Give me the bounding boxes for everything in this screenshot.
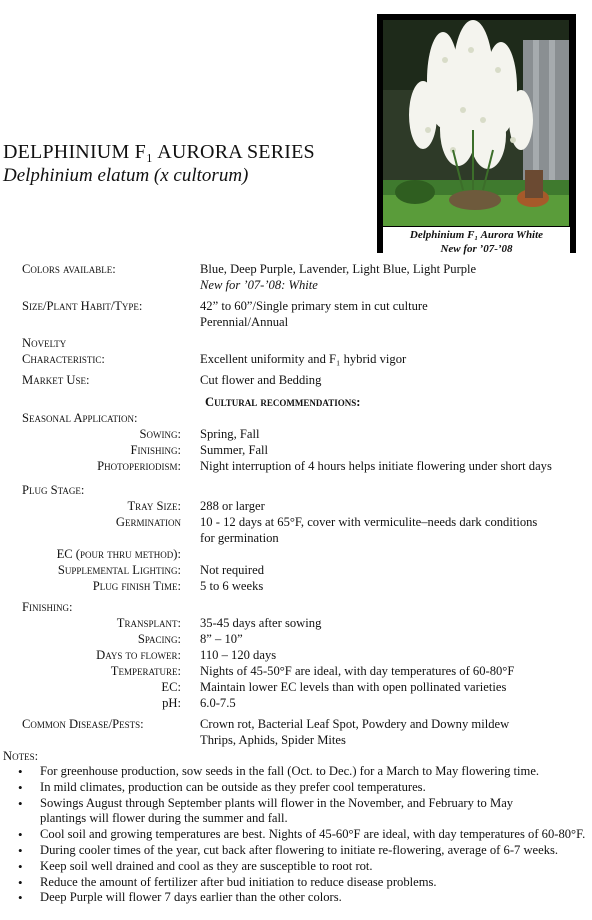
delphinium-photo	[383, 20, 569, 226]
note-item: • Reduce the amount of fertilizer after bud initiation to reduce disease problems.	[0, 875, 592, 891]
note-item: • During cooler times of the year, cut back after flowering to initiate re-flowering, average of 6-7 weeks.	[0, 843, 592, 859]
delphinium-photo-illustration	[383, 20, 569, 226]
ec-value: Maintain lower EC levels than with open pollinated varieties	[200, 680, 507, 694]
note-item: • Sowings August through September plants will flower in the November, and February to May plantings will flower during the summer and fall.	[0, 796, 592, 828]
days-to-flower-value: 110 – 120 days	[200, 648, 277, 662]
spacing-value: 8” – 10”	[200, 632, 243, 646]
market-value: Cut flower and Bedding	[200, 373, 322, 387]
note-item: • Keep soil well drained and cool as they are susceptible to root rot.	[0, 859, 592, 875]
tray-size-label: Tray Size:	[127, 499, 181, 513]
disease-label: Common Disease/Pests:	[22, 717, 144, 731]
ph-value: 6.0-7.5	[200, 696, 236, 710]
finishing-section-label: Finishing:	[22, 600, 73, 614]
finishing-label: Finishing:	[130, 443, 181, 457]
ph-label: pH:	[162, 696, 181, 710]
title-block	[3, 140, 315, 188]
colors-new-value: New for ’07-’08: White	[200, 278, 318, 292]
photoperiodism-label: Photoperiodism:	[97, 459, 181, 473]
size-value-1: 42” to 60”/Single primary stem in cut culture	[200, 299, 428, 313]
note-item: • Cool soil and growing temperatures are best. Nights of 45-60°F are ideal, with day temperatures of 60-80°F.	[0, 827, 592, 843]
product-photo-frame	[377, 14, 576, 253]
colors-value: Blue, Deep Purple, Lavender, Light Blue, Light Purple	[200, 262, 477, 276]
seasonal-label: Seasonal Application:	[22, 411, 138, 425]
tray-size-value: 288 or larger	[200, 499, 265, 513]
notes-list	[0, 764, 592, 906]
notes-label: Notes:	[3, 749, 39, 763]
photo-caption-new: New for ’07-’08	[440, 243, 513, 255]
temperature-label: Temperature:	[110, 664, 181, 678]
sowing-value: Spring, Fall	[200, 427, 260, 441]
finishing-value: Summer, Fall	[200, 443, 269, 457]
novelty-value: Excellent uniformity and F₁ hybrid vigor	[200, 352, 407, 366]
page-title: DELPHINIUM F₁ AURORA SERIES	[3, 141, 315, 163]
transplant-label: Transplant:	[116, 616, 181, 630]
market-label: Market Use:	[22, 373, 90, 387]
days-to-flower-label: Days to flower:	[96, 648, 181, 662]
germination-label: Germination	[115, 515, 181, 529]
note-item: • In mild climates, production can be outside as they prefer cool temperatures.	[0, 780, 592, 796]
size-value-2: Perennial/Annual	[200, 315, 289, 329]
note-item: • Deep Purple will flower 7 days earlier than the other colors.	[0, 890, 592, 906]
germination-value-2: for germination	[200, 531, 279, 545]
colors-label: Colors available:	[22, 262, 116, 276]
temperature-value: Nights of 45-50°F are ideal, with day temperatures of 60-80°F	[200, 664, 515, 678]
note-item: • For greenhouse production, sow seeds in the fall (Oct. to Dec.) for a March to May flowering time.	[0, 764, 592, 780]
novelty-label-1: Novelty	[22, 336, 67, 350]
sowing-label: Sowing:	[139, 427, 181, 441]
spacing-label: Spacing:	[137, 632, 181, 646]
photo-caption-name: Delphinium F₁ Aurora White	[409, 229, 544, 241]
supplemental-lighting-label: Supplemental Lighting:	[57, 563, 181, 577]
supplemental-lighting-value: Not required	[200, 563, 264, 577]
cultural-heading: Cultural recommendations:	[205, 395, 361, 409]
scientific-name: Delphinium elatum (x cultorum)	[3, 165, 249, 186]
disease-value-2: Thrips, Aphids, Spider Mites	[200, 733, 346, 747]
ec-label: EC:	[161, 680, 181, 694]
disease-value-1: Crown rot, Bacterial Leaf Spot, Powdery and Downy mildew	[200, 717, 510, 731]
ec-pour-thru-label: EC (pour thru method):	[56, 547, 181, 561]
plug-finish-time-label: Plug finish Time:	[92, 579, 181, 593]
transplant-value: 35-45 days after sowing	[200, 616, 322, 630]
photoperiodism-value: Night interruption of 4 hours helps initiate flowering under short days	[200, 459, 552, 473]
germination-value-1: 10 - 12 days at 65°F, cover with vermiculite–needs dark conditions	[200, 515, 538, 529]
photo-caption	[383, 227, 570, 258]
plug-stage-label: Plug Stage:	[22, 483, 85, 497]
plug-finish-time-value: 5 to 6 weeks	[200, 579, 264, 593]
novelty-label-2: Characteristic:	[22, 352, 105, 366]
size-label: Size/Plant Habit/Type:	[22, 299, 143, 313]
